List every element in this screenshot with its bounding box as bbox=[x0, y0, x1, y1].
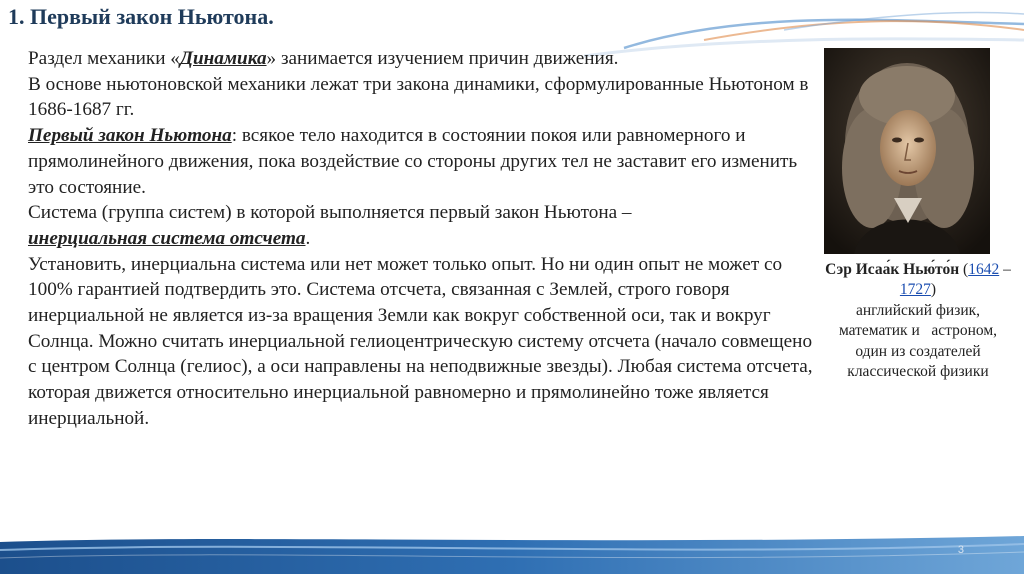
paragraph-first-law: Первый закон Ньютона: всякое тело находится в состоянии покоя или равномерного и прямолинейного движения, пока воздействие со стороны других тел не заставит его изменить это состояние. bbox=[28, 125, 798, 198]
link-year-1727[interactable]: 1727 bbox=[899, 281, 931, 299]
caption-death-line: 1727) bbox=[899, 281, 937, 299]
paragraph-dynamics: Раздел механики «Динамика» занимается изучением причин движения. bbox=[28, 48, 619, 69]
caption-line-physicist: английский физик, bbox=[855, 301, 981, 319]
term-first-law: Первый закон Ньютона bbox=[28, 125, 232, 147]
paragraph-experiment: Установить, инерциальна система или нет может только опыт. Но ни один опыт не может со 100% гарантией подтвердить это. Система отсчета, связанная с Землей, строго говоря инерциальной не является из-за вращения Земли как вокруг собственной оси, так и вокруг Солнца. Можно считать инерциальной гелиоцентрическую систему отсчета (начало совмещено с центром Солнца (гелиос), а оси направлены на неподвижные звезды). Любая система отсчета, которая движется относительно инерциальной равномерно и прямолинейно тоже является инерциальной. bbox=[28, 253, 813, 429]
main-text-body bbox=[28, 46, 818, 432]
portrait-caption bbox=[812, 260, 1024, 382]
term-dynamics: Динамика bbox=[179, 48, 267, 69]
newton-portrait bbox=[824, 48, 990, 254]
caption-line-mathematician: математик и астроном, bbox=[838, 322, 998, 340]
term-inertial-frame: инерциальная система отсчета bbox=[28, 227, 306, 249]
caption-line-classical: классической физики bbox=[847, 363, 989, 381]
paragraph-inertial-system: Система (группа систем) в которой выполняется первый закон Ньютона – инерциальная система отсчета. bbox=[28, 202, 632, 249]
link-year-1642[interactable]: 1642 bbox=[968, 261, 1000, 278]
caption-name-line: Сэр Исаа́к Нью́то́н (1642 – bbox=[825, 261, 1011, 278]
slide-title: 1. Первый закон Ньютона. bbox=[8, 4, 274, 29]
caption-line-founder: один из создателей bbox=[855, 342, 981, 360]
footer-decoration-waves bbox=[0, 528, 1024, 574]
paragraph-three-laws: В основе ньютоновской механики лежат три закона динамики, сформулированные Ньютоном в 1686-1687 гг. bbox=[28, 73, 809, 121]
caption-name: Сэр Исаа́к Нью́то́н bbox=[825, 261, 960, 278]
page-number: 3 bbox=[957, 544, 964, 556]
